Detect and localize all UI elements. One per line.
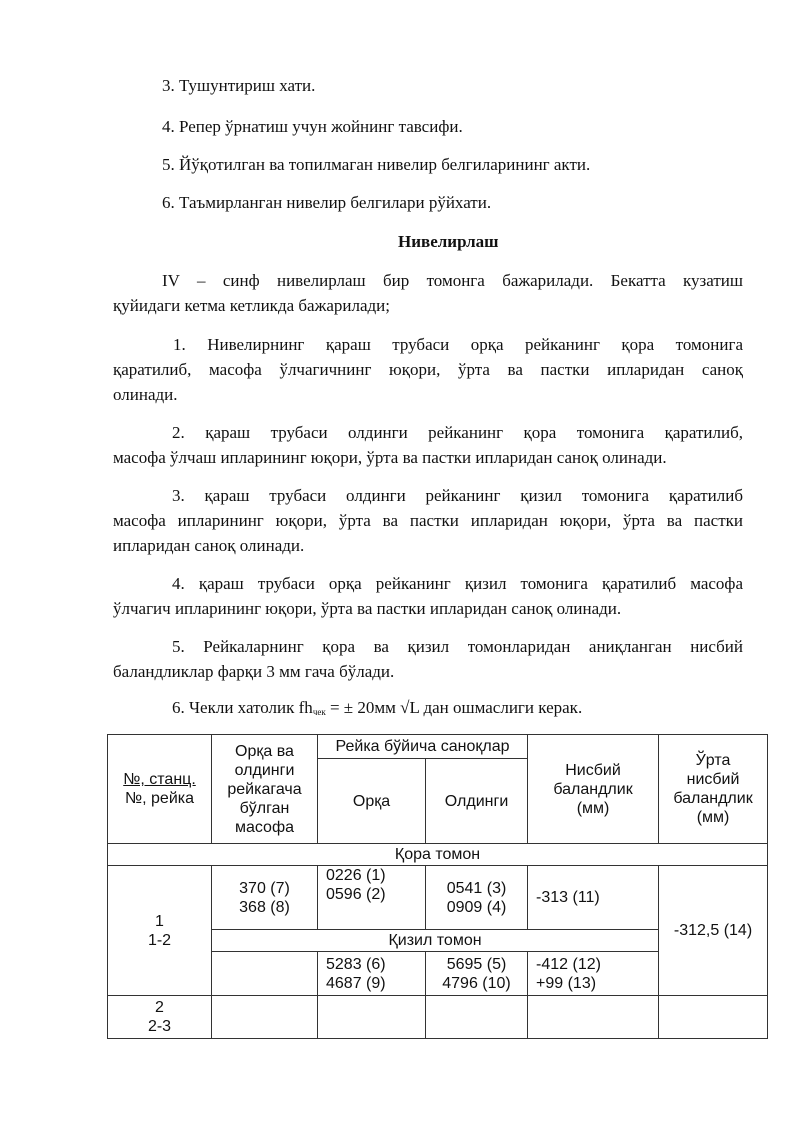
rod-pair: 1-2 (147, 931, 172, 949)
header-text: (мм) (576, 799, 610, 817)
cell-value: 0596 (2) (326, 886, 386, 903)
cell-value: -412 (12) (536, 955, 601, 973)
cell-value: 5283 (6) (326, 955, 386, 973)
paragraph-line: қуйидаги кетма кетликда бажарилади; (113, 296, 390, 315)
rod-pair: 2-3 (147, 1018, 172, 1035)
cell-value: 0541 (3) (446, 879, 507, 897)
header-text: баландлик (673, 790, 753, 807)
cell-value: 368 (8) (239, 898, 290, 916)
list-item: 4. Репер ўрнатиш учун жойнинг тавсифи. (162, 117, 463, 136)
black-side-label: Қора томон (108, 844, 768, 866)
mean-cell: -312,5 (14) (659, 866, 768, 996)
station-cell (108, 996, 212, 1039)
step-2-paragraph (113, 420, 743, 470)
step-5-paragraph (113, 634, 743, 684)
paragraph-line: 1. Нивелирнинг қараш трубаси орқа рейканинг қора томонига (173, 335, 743, 354)
step-3-paragraph (113, 483, 743, 558)
header-text: масофа (234, 818, 295, 836)
paragraph-line: қаратилиб, масофа ўлчагичнинг юқори, ўрта ва пастки ипларидан саноқ (113, 360, 743, 379)
distance-cell (212, 866, 318, 930)
header-station (108, 735, 212, 844)
back-red-cell (318, 952, 426, 996)
step-1-paragraph (113, 332, 743, 407)
paragraph-line: IV – синф нивелирлаш бир томонга бажарилади. Бекатта кузатиш (162, 271, 743, 290)
paragraph-line: 5. Рейкаларнинг қора ва қизил томонларидан аниқланган нисбий (172, 637, 743, 656)
empty-cell (212, 996, 318, 1039)
cell-value: 0909 (4) (446, 898, 507, 916)
header-text: (мм) (696, 809, 730, 826)
paragraph-line: 3. қараш трубаси олдинги рейканинг қизил томонига қаратилиб (172, 486, 743, 505)
paragraph-line: 4. қараш трубаси орқа рейканинг қизил томонига қаратилиб масофа (172, 574, 743, 593)
cell-value: 0226 (1) (326, 867, 386, 884)
header-mean-relative-height (659, 735, 768, 844)
header-rod-label: №, рейка (124, 790, 195, 807)
header-text: нисбий (686, 771, 740, 788)
back-black-cell (318, 866, 426, 930)
empty-cell (659, 996, 768, 1039)
header-front: Олдинги (426, 759, 528, 844)
cell-value: 4796 (10) (442, 974, 511, 992)
header-text: бўлган (239, 799, 290, 817)
header-text: олдинги (234, 761, 295, 779)
header-text: рейкагача (227, 780, 302, 798)
header-back: Орқа (318, 759, 426, 844)
paragraph-line: баландликлар фарқи 3 мм гача бўлади. (113, 662, 395, 681)
paragraph-line: масофа ўлчаш ипларининг юқори, ўрта ва пастки ипларидан саноқ олинади. (113, 448, 667, 467)
empty-cell (528, 996, 659, 1039)
list-item: 3. Тушунтириш хати. (162, 76, 316, 95)
tolerance-line (172, 698, 582, 722)
header-relative-height (528, 735, 659, 844)
paragraph-line: 2. қараш трубаси олдинги рейканинг қора томонига қаратилиб, (172, 423, 743, 442)
station-cell (108, 866, 212, 996)
list-item: 6. Таъмирланган нивелир белгилари рўйхати. (162, 193, 492, 212)
paragraph-line: олинади. (113, 385, 178, 404)
cell-value: 370 (7) (239, 879, 290, 897)
front-red-cell (426, 952, 528, 996)
red-side-label: Қизил томон (212, 930, 659, 952)
tolerance-subscript: чек (312, 707, 326, 717)
distance-cell (212, 952, 318, 996)
leveling-table (107, 734, 768, 1039)
station-number: 2 (155, 999, 164, 1016)
station-number: 1 (155, 912, 164, 930)
cell-value: 5695 (5) (446, 955, 507, 973)
header-distance (212, 735, 318, 844)
header-readings: Рейка бўйича саноқлар (318, 735, 528, 759)
empty-cell (426, 996, 528, 1039)
relative-black-cell: -313 (11) (528, 866, 659, 930)
paragraph-line: масофа ипларининг юқори, ўрта ва пастки ипларидан юқори, ўрта ва пастки (113, 511, 743, 530)
empty-cell (318, 996, 426, 1039)
paragraph-line: ипларидан саноқ олинади. (113, 536, 305, 555)
header-text: Нисбий (565, 761, 621, 779)
tolerance-text: 6. Чекли хатолик fh (172, 698, 313, 717)
relative-red-cell (528, 952, 659, 996)
cell-value: 4687 (9) (326, 974, 386, 992)
header-text: Орқа ва (235, 742, 294, 760)
section-title: Нивелирлаш (398, 232, 499, 251)
step-4-paragraph (113, 571, 743, 621)
list-item: 5. Йўқотилган ва топилмаган нивелир белгиларининг акти. (162, 155, 591, 174)
paragraph-line: ўлчагич ипларининг юқори, ўрта ва пастки ипларидан саноқ олинади. (113, 599, 622, 618)
intro-paragraph (113, 268, 743, 318)
header-station-label: №, станц. (123, 771, 196, 788)
cell-value: +99 (13) (536, 974, 597, 992)
front-black-cell (426, 866, 528, 930)
header-text: Ўрта (695, 752, 731, 769)
header-text: баландлик (553, 780, 633, 798)
tolerance-text: = ± 20мм √L дан ошмаслиги керак. (325, 698, 583, 717)
